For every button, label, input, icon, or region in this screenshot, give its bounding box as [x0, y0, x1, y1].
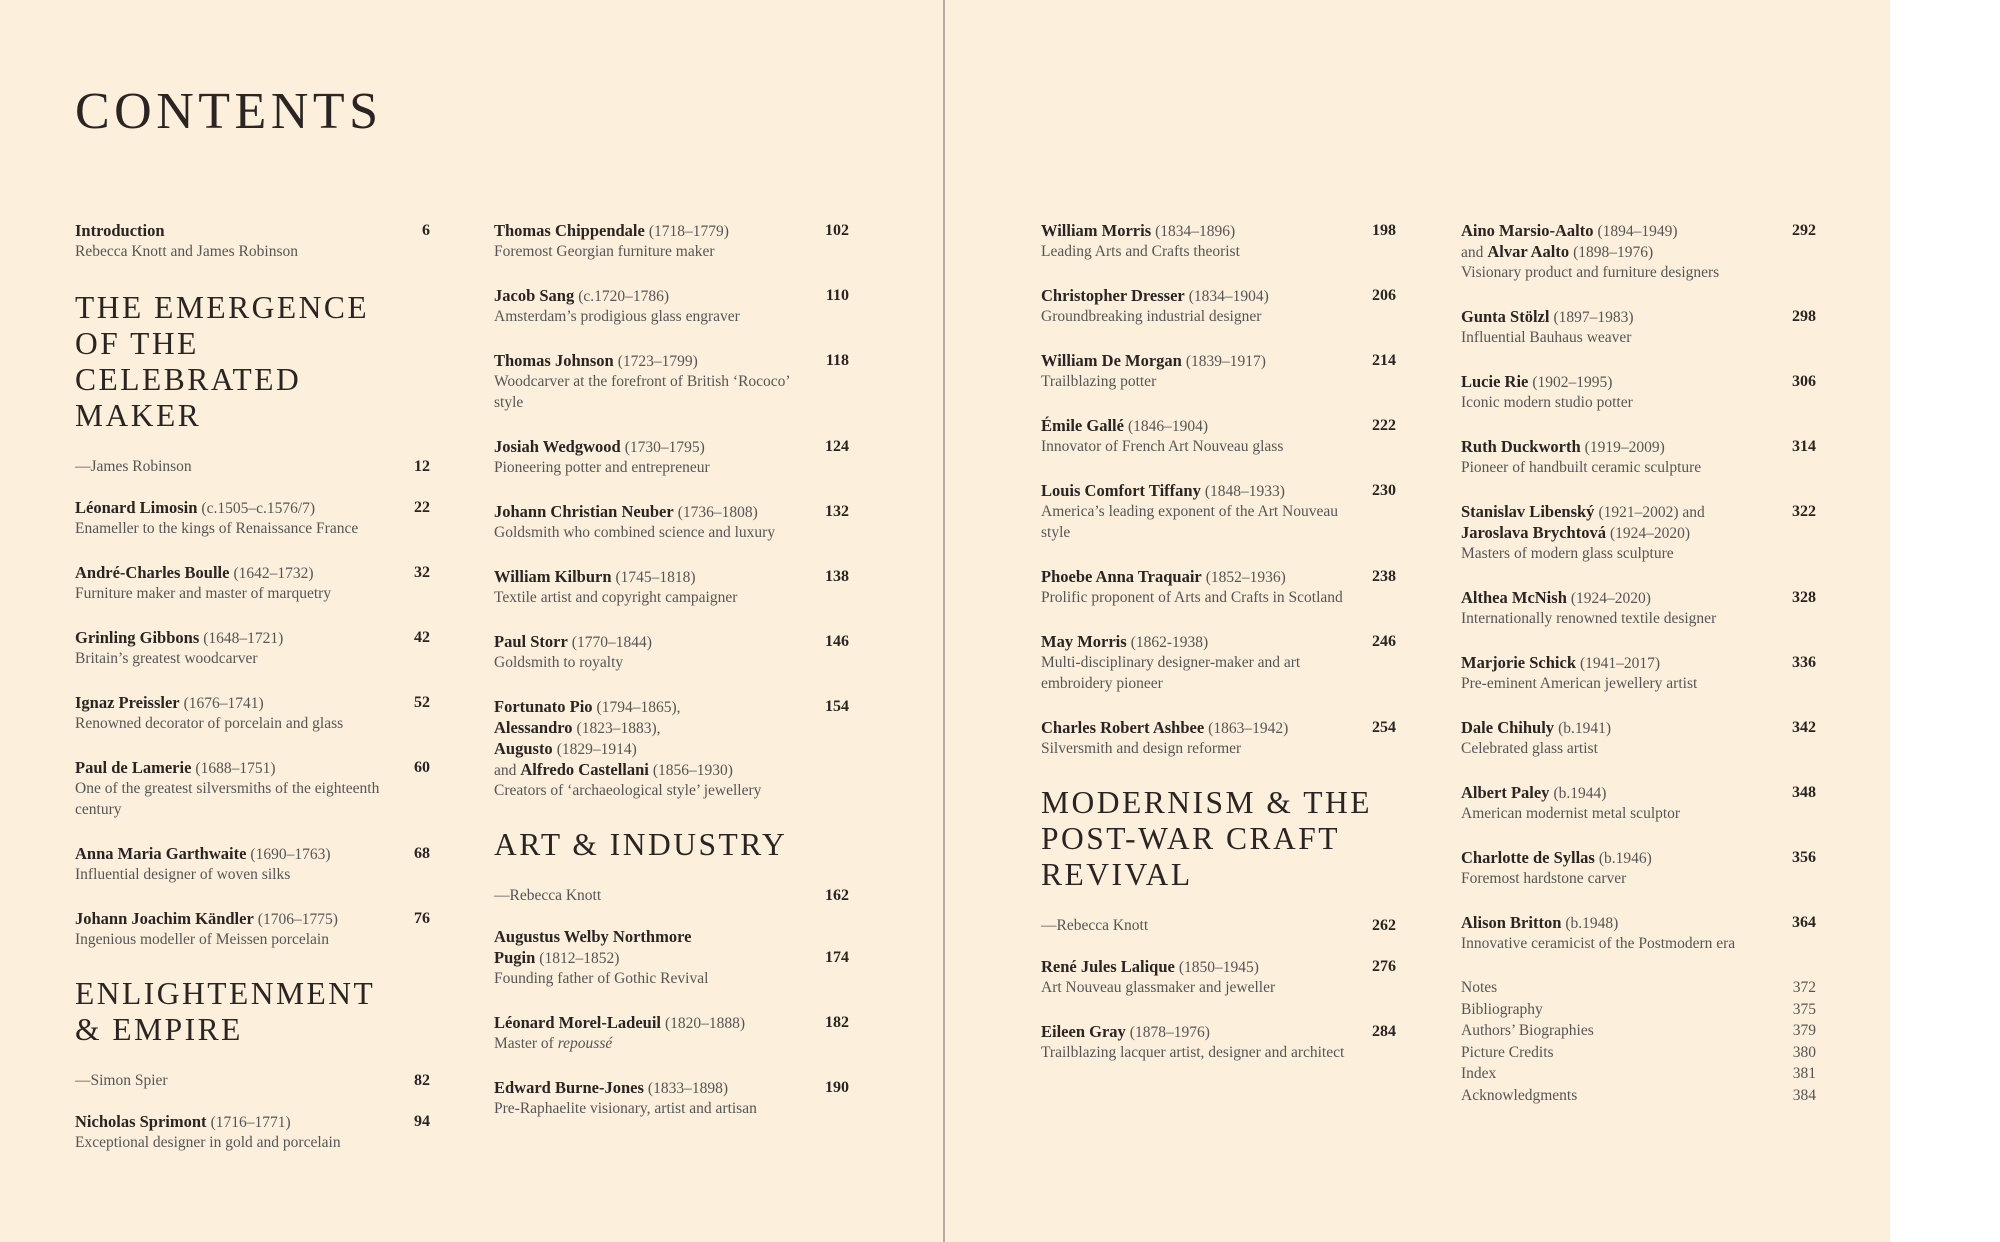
- entry-list: [1461, 587, 1816, 954]
- page-number: 342: [1792, 719, 1816, 736]
- page-number: 262: [1372, 917, 1396, 934]
- entry-dates: (1820–1888): [664, 1015, 746, 1032]
- entry-desc: Furniture maker and master of marquetry: [75, 585, 332, 602]
- entry-dates: (1770–1844): [571, 634, 652, 651]
- page-number: 306: [1792, 373, 1816, 390]
- section-byline[interactable]: [75, 456, 430, 477]
- toc-entry[interactable]: [1461, 587, 1816, 629]
- entry-name: William Kilburn: [494, 567, 612, 586]
- entry-name: Marjorie Schick: [1461, 653, 1577, 672]
- page-number: 380: [1792, 1043, 1816, 1061]
- entry-name: Grinling Gibbons: [75, 628, 200, 647]
- entry-name: Augusto: [494, 739, 553, 758]
- back-matter-label: Index: [1461, 1065, 1497, 1082]
- back-matter-item[interactable]: [1461, 999, 1816, 1021]
- page-number: 375: [1792, 1000, 1816, 1018]
- toc-entry-castellani[interactable]: [494, 696, 849, 801]
- entry-name: Christopher Dresser: [1041, 286, 1185, 305]
- toc-entry[interactable]: [1041, 717, 1396, 759]
- page-number: 238: [1372, 568, 1396, 585]
- entry-dates: (1846–1904): [1127, 418, 1209, 435]
- entry-dates: (1921–2002) and: [1598, 504, 1705, 521]
- toc-entry[interactable]: [494, 566, 849, 608]
- entry-dates: (1730–1795): [624, 439, 705, 456]
- entry-desc: Foremost hardstone carver: [1461, 870, 1627, 887]
- entry-dates: (1894–1949): [1597, 223, 1678, 240]
- toc-entry[interactable]: [75, 627, 430, 669]
- page-number: 379: [1792, 1022, 1816, 1039]
- toc-entry[interactable]: [1461, 847, 1816, 889]
- entry-name: Ignaz Preissler: [75, 693, 180, 712]
- entry-name: William De Morgan: [1041, 351, 1182, 370]
- entry-dates: (1924–2020): [1609, 525, 1691, 542]
- entry-desc: American modernist metal sculptor: [1461, 805, 1681, 822]
- page-number: 372: [1792, 979, 1816, 996]
- toc-entry[interactable]: [1041, 1021, 1396, 1063]
- byline-author: —Simon Spier: [75, 1072, 168, 1089]
- toc-entry-pugin[interactable]: [494, 926, 849, 989]
- entry-desc: Exceptional designer in gold and porcelain: [75, 1134, 341, 1151]
- entry-dates: (1829–1914): [556, 741, 637, 758]
- entry-name: Aino Marsio-Aalto: [1461, 221, 1594, 240]
- entry-desc: Multi-disciplinary designer-maker and art embroidery pioneer: [1041, 654, 1301, 692]
- entry-desc: Groundbreaking industrial designer: [1041, 308, 1262, 325]
- entry-name: Charlotte de Syllas: [1461, 848, 1595, 867]
- section-byline[interactable]: [1041, 915, 1396, 936]
- entry-desc: Trailblazing potter: [1041, 373, 1157, 390]
- page-number: 336: [1792, 654, 1816, 671]
- entry-desc: Creators of ‘archaeological style’ jewellery: [494, 782, 762, 799]
- entry-dates: (1718–1779): [648, 223, 729, 240]
- entry-name: Alessandro: [494, 718, 573, 737]
- page-number: 254: [1372, 719, 1396, 736]
- page-number: 356: [1792, 849, 1816, 866]
- entry-dates: (1850–1945): [1178, 959, 1259, 976]
- entry-name: William Morris: [1041, 221, 1152, 240]
- entry-dates: (1902–1995): [1532, 374, 1613, 391]
- page-number: 246: [1372, 633, 1396, 650]
- entry-name: Nicholas Sprimont: [75, 1112, 207, 1131]
- entry-dates: (1897–1983): [1553, 309, 1634, 326]
- toc-entry[interactable]: [1041, 285, 1396, 327]
- entry-name: Alison Britton: [1461, 913, 1562, 932]
- entry-desc: Internationally renowned textile designer: [1461, 610, 1717, 627]
- page-number: 124: [825, 438, 849, 455]
- entry-dates: (1823–1883),: [576, 720, 661, 737]
- entry-name: Albert Paley: [1461, 783, 1550, 802]
- page-number: 322: [1792, 503, 1816, 520]
- entry-desc: Enameller to the kings of Renaissance France: [75, 520, 359, 537]
- entry-name: Alfredo Castellani: [520, 760, 649, 779]
- toc-entry-aalto[interactable]: [1461, 220, 1816, 283]
- entry-desc: Pioneering potter and entrepreneur: [494, 459, 710, 476]
- toc-entry[interactable]: [1461, 306, 1816, 348]
- toc-entry[interactable]: [75, 562, 430, 604]
- entry-desc: Woodcarver at the forefront of British ‘Rococo’ style: [494, 373, 790, 411]
- page-number: 384: [1792, 1086, 1816, 1104]
- entry-name: Phoebe Anna Traquair: [1041, 567, 1202, 586]
- toc-entry[interactable]: [494, 631, 849, 673]
- back-matter-item[interactable]: [1461, 1085, 1816, 1107]
- entry-name: Émile Gallé: [1041, 416, 1124, 435]
- entry-dates: (1924–2020): [1570, 590, 1651, 607]
- entry-list: [1041, 956, 1396, 1063]
- entry-desc: America’s leading exponent of the Art Nouveau style: [1041, 503, 1338, 541]
- page-number: 298: [1792, 308, 1816, 325]
- page-number: 6: [422, 222, 430, 239]
- toc-column-2: [494, 220, 849, 1142]
- back-matter-label: Acknowledgments: [1461, 1086, 1578, 1104]
- page-number: 118: [825, 352, 849, 369]
- contents-title: CONTENTS: [75, 83, 383, 140]
- entry-desc: Celebrated glass artist: [1461, 740, 1598, 757]
- page-number: 42: [414, 629, 430, 646]
- page-number: 76: [414, 910, 430, 927]
- entry-dates: (c.1505–c.1576/7): [201, 500, 316, 517]
- entry-name: Althea McNish: [1461, 588, 1567, 607]
- toc-entry-morel-ladeuil[interactable]: [494, 1012, 849, 1054]
- entry-name: Thomas Chippendale: [494, 221, 645, 240]
- entry-dates: (1723–1799): [617, 353, 698, 370]
- entry-dates: (1848–1933): [1204, 483, 1285, 500]
- toc-entry-introduction[interactable]: [75, 220, 430, 262]
- entry-name: Charles Robert Ashbee: [1041, 718, 1205, 737]
- entry-dates: (1919–2009): [1584, 439, 1665, 456]
- toc-entry[interactable]: [75, 497, 430, 539]
- section-heading: ENLIGHTENMENT & EMPIRE: [75, 976, 376, 1047]
- page-number: 206: [1372, 287, 1396, 304]
- page-number: 162: [825, 887, 849, 904]
- entry-dates: (1688–1751): [195, 760, 276, 777]
- back-matter-list: [1461, 977, 1816, 1106]
- page-number: 138: [825, 568, 849, 585]
- page-number: 94: [414, 1113, 430, 1130]
- toc-entry[interactable]: [494, 285, 849, 327]
- entry-name: René Jules Lalique: [1041, 957, 1175, 976]
- entry-desc: Amsterdam’s prodigious glass engraver: [494, 308, 740, 325]
- entry-desc: Britain’s greatest woodcarver: [75, 650, 258, 667]
- entry-dates: (1736–1808): [677, 504, 758, 521]
- page-number: 82: [414, 1072, 430, 1089]
- toc-entry[interactable]: [1461, 371, 1816, 413]
- toc-entry[interactable]: [1461, 782, 1816, 824]
- entry-desc-prefix: Master of: [494, 1035, 554, 1052]
- entry-dates: (b.1946): [1598, 850, 1652, 867]
- entry-desc: Leading Arts and Crafts theorist: [1041, 243, 1240, 260]
- entry-desc: Renowned decorator of porcelain and glass: [75, 715, 344, 732]
- entry-dates: (1852–1936): [1205, 569, 1286, 586]
- page-number: 12: [414, 458, 430, 475]
- entry-name: Anna Maria Garthwaite: [75, 844, 247, 863]
- toc-entry[interactable]: [1041, 220, 1396, 262]
- byline-author: —Rebecca Knott: [1041, 917, 1149, 934]
- page-number: 222: [1372, 417, 1396, 434]
- toc-entry[interactable]: [494, 501, 849, 543]
- entry-name: Louis Comfort Tiffany: [1041, 481, 1201, 500]
- entry-name: Josiah Wedgwood: [494, 437, 621, 456]
- back-matter-item[interactable]: [1461, 977, 1816, 999]
- back-matter-label: Authors’ Biographies: [1461, 1022, 1594, 1039]
- page-number: 68: [414, 845, 430, 862]
- entry-dates: (1863–1942): [1208, 720, 1289, 737]
- back-matter-item[interactable]: [1461, 1042, 1816, 1064]
- entry-dates: (1834–1904): [1188, 288, 1269, 305]
- entry-dates: (1856–1930): [652, 762, 733, 779]
- entry-desc: Textile artist and copyright campaigner: [494, 589, 738, 606]
- entry-name: Thomas Johnson: [494, 351, 614, 370]
- page-number: 348: [1792, 784, 1816, 801]
- entry-dates: (c.1720–1786): [578, 288, 670, 305]
- entry-name: André-Charles Boulle: [75, 563, 230, 582]
- entry-name: Dale Chihuly: [1461, 718, 1555, 737]
- entry-name: Introduction: [75, 221, 165, 240]
- toc-entry[interactable]: [1461, 912, 1816, 954]
- toc-entry[interactable]: [494, 220, 849, 262]
- entry-name: Pugin: [494, 948, 536, 967]
- entry-name: Johann Joachim Kändler: [75, 909, 254, 928]
- section-heading: ART & INDUSTRY: [494, 827, 788, 862]
- toc-entry[interactable]: [75, 1111, 430, 1153]
- toc-entry[interactable]: [1041, 415, 1396, 457]
- entry-dates: (1898–1976): [1573, 244, 1654, 261]
- entry-desc: Pre-eminent American jewellery artist: [1461, 675, 1698, 692]
- page-number: 182: [825, 1014, 849, 1031]
- toc-entry[interactable]: [494, 436, 849, 478]
- entry-desc: Influential Bauhaus weaver: [1461, 329, 1632, 346]
- toc-entry[interactable]: [494, 350, 849, 413]
- byline-author: —Rebecca Knott: [494, 887, 602, 904]
- back-matter-label: Notes: [1461, 979, 1498, 996]
- entry-name: Lucie Rie: [1461, 372, 1529, 391]
- entry-desc: Pioneer of handbuilt ceramic sculpture: [1461, 459, 1702, 476]
- entry-list: [1461, 306, 1816, 478]
- section-byline[interactable]: [494, 885, 849, 906]
- entry-dates: (b.1948): [1565, 915, 1619, 932]
- toc-entry[interactable]: [1461, 652, 1816, 694]
- entry-name: Gunta Stölzl: [1461, 307, 1550, 326]
- entry-dates: (1812–1852): [539, 950, 620, 967]
- page-number: 214: [1372, 352, 1396, 369]
- page-number: 314: [1792, 438, 1816, 455]
- entry-desc: Innovator of French Art Nouveau glass: [1041, 438, 1284, 455]
- entry-dates: (1642–1732): [233, 565, 314, 582]
- section-byline[interactable]: [75, 1070, 430, 1091]
- section-heading: MODERNISM & THE POST-WAR CRAFT REVIVAL: [1041, 785, 1372, 892]
- toc-column-4: [1461, 220, 1816, 1106]
- toc-entry[interactable]: [1041, 956, 1396, 998]
- page-number: 276: [1372, 958, 1396, 975]
- toc-entry[interactable]: [1461, 717, 1816, 759]
- back-matter-label: Bibliography: [1461, 1000, 1543, 1018]
- page-number: 328: [1792, 589, 1816, 606]
- entry-name: Edward Burne-Jones: [494, 1078, 644, 1097]
- toc-column-3: [1041, 220, 1396, 1086]
- page-number: 174: [825, 949, 849, 966]
- entry-dates: (b.1941): [1558, 720, 1612, 737]
- toc-entry[interactable]: [75, 757, 430, 820]
- page-number: 364: [1792, 914, 1816, 931]
- page-number: 190: [825, 1079, 849, 1096]
- toc-entry[interactable]: [1461, 436, 1816, 478]
- entry-dates: (1834–1896): [1155, 223, 1236, 240]
- page-number: 22: [414, 499, 430, 516]
- entry-dates: (1794–1865),: [596, 699, 681, 716]
- entry-conjunction: and: [1461, 244, 1484, 261]
- entry-conjunction: and: [494, 762, 517, 779]
- entry-dates: (1878–1976): [1129, 1024, 1210, 1041]
- toc-entry[interactable]: [1041, 566, 1396, 608]
- back-matter-item[interactable]: [1461, 1063, 1816, 1085]
- entry-desc: [494, 1033, 805, 1054]
- page-number: 198: [1372, 222, 1396, 239]
- entry-name: Augustus Welby Northmore: [494, 927, 692, 946]
- entry-desc: Pre-Raphaelite visionary, artist and artisan: [494, 1100, 757, 1117]
- entry-desc: Iconic modern studio potter: [1461, 394, 1633, 411]
- entry-desc: Visionary product and furniture designers: [1461, 264, 1720, 281]
- section-heading: THE EMERGENCE OF THE CELEBRATED MAKER: [75, 290, 370, 433]
- page-number: 146: [825, 633, 849, 650]
- entry-dates: (1941–2017): [1580, 655, 1661, 672]
- back-matter-label: Picture Credits: [1461, 1043, 1554, 1061]
- entry-desc: Innovative ceramicist of the Postmodern era: [1461, 935, 1736, 952]
- entry-name: Eileen Gray: [1041, 1022, 1126, 1041]
- entry-name: Fortunato Pio: [494, 697, 593, 716]
- entry-desc: Ingenious modeller of Meissen porcelain: [75, 931, 329, 948]
- entry-desc: Influential designer of woven silks: [75, 866, 291, 883]
- entry-desc: Masters of modern glass sculpture: [1461, 545, 1674, 562]
- entry-list: [75, 497, 430, 950]
- toc-entry[interactable]: [75, 908, 430, 950]
- entry-desc: Prolific proponent of Arts and Crafts in Scotland: [1041, 589, 1343, 606]
- entry-list: [75, 1111, 430, 1153]
- page-number: 381: [1792, 1065, 1816, 1082]
- entry-desc: Founding father of Gothic Revival: [494, 970, 709, 987]
- entry-list: [1041, 220, 1396, 759]
- entry-desc: Goldsmith who combined science and luxury: [494, 524, 776, 541]
- entry-dates: (1839–1917): [1185, 353, 1266, 370]
- page-number: 230: [1372, 482, 1396, 499]
- entry-desc: Trailblazing lacquer artist, designer and architect: [1041, 1044, 1345, 1061]
- page-number: 110: [825, 287, 849, 304]
- page-number: 284: [1372, 1023, 1396, 1040]
- entry-list: [494, 220, 849, 673]
- toc-entry[interactable]: [1041, 631, 1396, 694]
- toc-entry[interactable]: [1041, 480, 1396, 543]
- page-number: 154: [825, 698, 849, 715]
- entry-name: Léonard Limosin: [75, 498, 198, 517]
- entry-dates: (1862-1938): [1130, 634, 1209, 651]
- page-number: 60: [414, 759, 430, 776]
- entry-desc-italic: repoussé: [557, 1035, 613, 1052]
- entry-name: Ruth Duckworth: [1461, 437, 1581, 456]
- toc-column-1: [75, 220, 430, 1176]
- entry-desc: Foremost Georgian furniture maker: [494, 243, 715, 260]
- entry-desc: One of the greatest silversmiths of the eighteenth century: [75, 780, 380, 818]
- page-number: 102: [825, 222, 849, 239]
- byline-author: —James Robinson: [75, 458, 192, 475]
- entry-name: May Morris: [1041, 632, 1127, 651]
- entry-name: Paul de Lamerie: [75, 758, 192, 777]
- entry-dates: (1648–1721): [203, 630, 284, 647]
- entry-dates: (b.1944): [1553, 785, 1607, 802]
- toc-entry-burne-jones[interactable]: [494, 1077, 849, 1119]
- entry-name: Léonard Morel-Ladeuil: [494, 1013, 661, 1032]
- entry-dates: (1690–1763): [250, 846, 331, 863]
- toc-entry-libensky[interactable]: [1461, 501, 1816, 564]
- entry-desc: Silversmith and design reformer: [1041, 740, 1242, 757]
- page-number: 292: [1792, 222, 1816, 239]
- entry-name: Alvar Aalto: [1487, 242, 1570, 261]
- toc-entry[interactable]: [1041, 350, 1396, 392]
- back-matter-item[interactable]: [1461, 1020, 1816, 1042]
- entry-name: Jacob Sang: [494, 286, 575, 305]
- entry-dates: (1706–1775): [257, 911, 338, 928]
- entry-dates: (1716–1771): [210, 1114, 291, 1131]
- entry-desc: Rebecca Knott and James Robinson: [75, 243, 298, 260]
- entry-name: Jaroslava Brychtová: [1461, 523, 1606, 542]
- page-number: 132: [825, 503, 849, 520]
- entry-desc: Art Nouveau glassmaker and jeweller: [1041, 979, 1276, 996]
- entry-dates: (1833–1898): [647, 1080, 728, 1097]
- entry-name: Paul Storr: [494, 632, 568, 651]
- entry-dates: (1676–1741): [183, 695, 264, 712]
- entry-dates: (1745–1818): [615, 569, 696, 586]
- page-number: 52: [414, 694, 430, 711]
- toc-entry[interactable]: [75, 843, 430, 885]
- entry-name: Stanislav Libenský: [1461, 502, 1595, 521]
- toc-entry[interactable]: [75, 692, 430, 734]
- entry-name: Johann Christian Neuber: [494, 502, 674, 521]
- page-number: 32: [414, 564, 430, 581]
- entry-desc: Goldsmith to royalty: [494, 654, 624, 671]
